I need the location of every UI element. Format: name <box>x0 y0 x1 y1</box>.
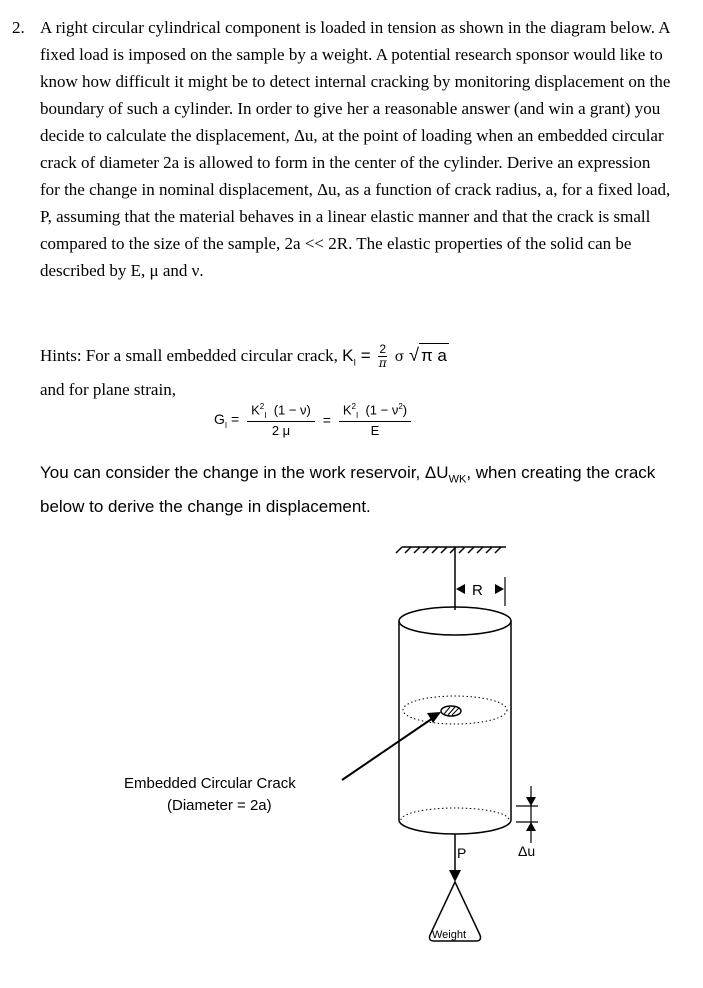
embedded-crack <box>441 706 461 716</box>
gi-frac-1-den: 2 μ <box>271 422 291 438</box>
gi-formula: $G_I$ = $\frac{K^2_I (1 - \nu)}{2 \mu}$ = $\frac{K^2_I (1 - \nu^2)}{E}$ <box>214 402 415 438</box>
bottom-back-dotted <box>401 808 509 820</box>
crack-label-line1: Embedded Circular Crack <box>124 775 296 792</box>
ki-sub: I <box>353 357 356 368</box>
load-arrowhead <box>449 870 461 882</box>
fixed-support <box>396 547 506 553</box>
cylinder <box>399 607 511 834</box>
displacement-indicator <box>516 786 538 859</box>
ki-den: π <box>378 356 387 371</box>
hint-lead: Hints: For a small embedded circular crack, <box>40 346 338 365</box>
weight-icon <box>430 882 481 941</box>
crack-label-line2: (Diameter = 2a) <box>167 797 272 814</box>
load-label: P <box>457 845 467 861</box>
ki-formula: $K_I$ = $\frac{2}{\pi}$ σ √ π a <box>342 342 447 371</box>
ki-sigma: σ <box>394 349 405 365</box>
problem-number: 2. <box>12 18 25 37</box>
ki-lhs: K <box>342 346 354 365</box>
ki-root: π a <box>419 343 449 368</box>
ki-num: 2 <box>379 342 387 357</box>
weight-label: Weight <box>432 929 467 941</box>
problem-text: A right circular cylindrical component is loaded in tension as shown in the diagram below. A fixed load is imposed on the sample by a weight. A potential research sponsor would like to know how difficult it might be to detect internal cracking by monitoring displacement on the boundary of such a cylinder. In order to give her a reasonable answer (and win a grant) you decide to calculate the displacement, Δu, at the point of loading when an embedded circular crack of diameter 2a is allowed to form in the center of the cylinder. Derive an expression for the change in nominal displacement, Δu, as a function of crack radius, a, for a fixed load, P, assuming that the material behaves in a linear elastic manner and that the crack is small compared to the size of the sample, 2a << 2R. The elastic properties of the solid can be described by E, μ and ν. <box>40 18 671 280</box>
gi-lhs: $G_I$ = <box>214 410 240 430</box>
wk-subscript: WK <box>448 473 467 486</box>
crack-leader-arrow <box>342 712 441 780</box>
radius-label: R <box>472 582 483 599</box>
plane-strain-text: and for plane strain, <box>40 380 176 399</box>
gi-frac-2-num: $K^2_I$ $(1 - \nu^2)$ <box>339 402 411 422</box>
instruction-text: You can consider the change in the work reservoir, $\Delta U_{WK}$, when creating the crack below to derive the change in displacement. <box>40 463 656 517</box>
gi-frac-1-num: $K^2_I$ (1 − ν) <box>247 402 315 422</box>
radius-dimension <box>456 577 505 606</box>
displacement-label: Δu <box>518 843 536 859</box>
gi-frac-2-den: E <box>370 422 380 438</box>
